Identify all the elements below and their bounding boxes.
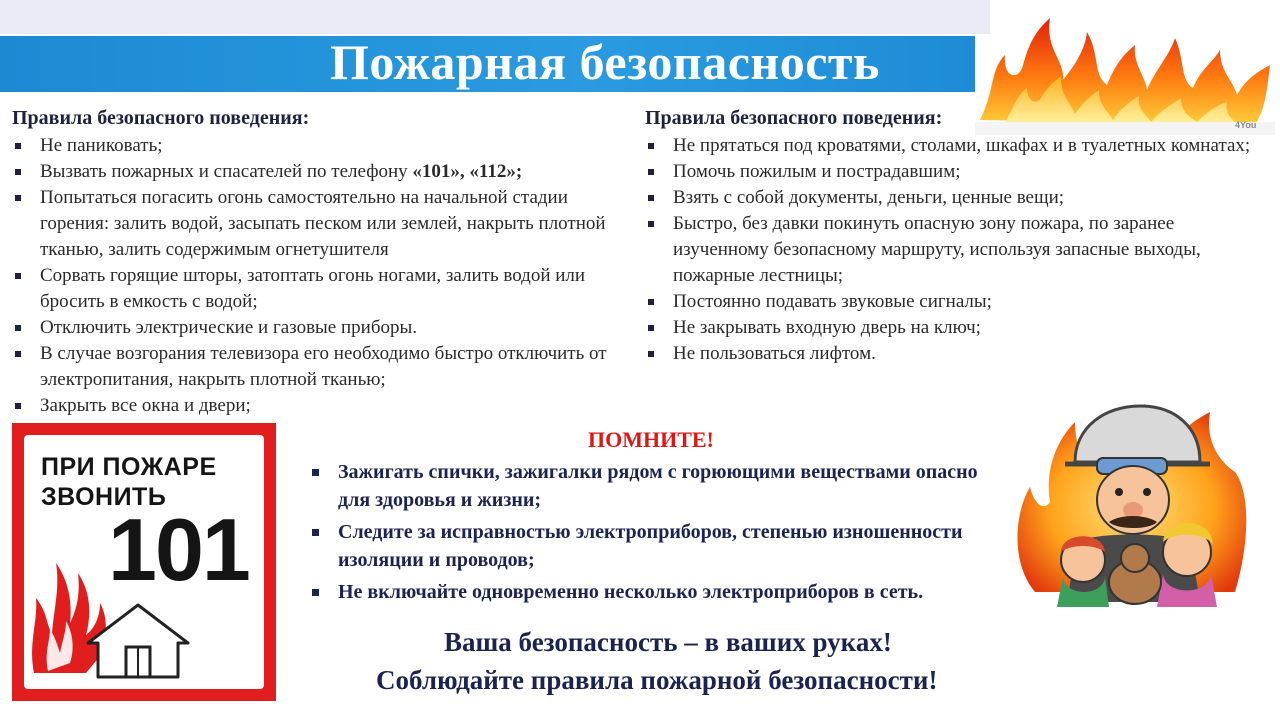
slogan-line1: Ваша безопасность – в ваших руках!	[444, 627, 892, 657]
right-rules-list	[645, 133, 1255, 367]
list-item: Не пользоваться лифтом.	[645, 341, 1255, 367]
sign-text-line2: ЗВОНИТЬ	[41, 483, 167, 511]
right-rules-column	[645, 105, 1255, 367]
list-item: Отключить электрические и газовые приборы.	[12, 315, 632, 341]
left-rules-list	[12, 133, 632, 419]
list-item: Помочь пожилым и пострадавшим;	[645, 159, 1255, 185]
emergency-numbers: «101», «112»;	[412, 161, 523, 182]
list-item: В случае возгорания телевизора его необходимо быстро отключить от электропитания, накрыть плотной тканью;	[12, 341, 632, 393]
house-on-fire-icon	[26, 543, 206, 683]
list-item: Попытаться погасить огонь самостоятельно на начальной стадии горения: залить водой, засыпать песком или землей, накрыть плотной тканью, залить содержимым огнетушителя	[12, 185, 632, 263]
right-column-heading: Правила безопасного поведения:	[645, 107, 943, 129]
left-column-heading: Правила безопасного поведения:	[12, 107, 310, 129]
list-item: Не закрывать входную дверь на ключ;	[645, 315, 1255, 341]
list-item: Вызвать пожарных и спасателей по телефону «101», «112»;	[12, 159, 632, 185]
firefighter-with-children-icon	[1005, 392, 1255, 617]
list-item: Не включайте одновременно несколько электроприборов в сеть.	[310, 578, 1000, 606]
emergency-call-sign	[12, 423, 276, 701]
list-item: Закрыть все окна и двери;	[12, 393, 632, 419]
watermark: 4You	[1235, 120, 1257, 130]
list-item: Следите за исправностью электроприборов, степенью изношенности изоляции и проводов;	[310, 518, 1000, 574]
list-item: Не паниковать;	[12, 133, 632, 159]
emergency-number: 101	[108, 500, 249, 599]
slogan-line2: Соблюдайте правила пожарной безопасности!	[376, 665, 938, 695]
top-strip	[0, 0, 990, 34]
left-rules-column	[12, 105, 632, 419]
list-item: Не прятаться под кроватями, столами, шкафах и в туалетных комнатах;	[645, 133, 1255, 159]
list-item: Взять с собой документы, деньги, ценные вещи;	[645, 185, 1255, 211]
list-item: Постоянно подавать звуковые сигналы;	[645, 289, 1255, 315]
remember-list	[310, 458, 1000, 610]
sign-text-line1: ПРИ ПОЖАРЕ	[41, 453, 217, 481]
page-title: Пожарная безопасность	[330, 34, 880, 90]
list-item: Быстро, без давки покинуть опасную зону пожара, по заранее изученному безопасному маршруту, используя запасные выходы, пожарные лестницы;	[645, 211, 1255, 289]
remember-heading: ПОМНИТЕ!	[588, 427, 714, 452]
list-item: Зажигать спички, зажигалки рядом с горюющими веществами опасно для здоровья и жизни;	[310, 458, 1000, 514]
list-item: Сорвать горящие шторы, затоптать огонь ногами, залить водой или бросить в емкость с водой;	[12, 263, 632, 315]
